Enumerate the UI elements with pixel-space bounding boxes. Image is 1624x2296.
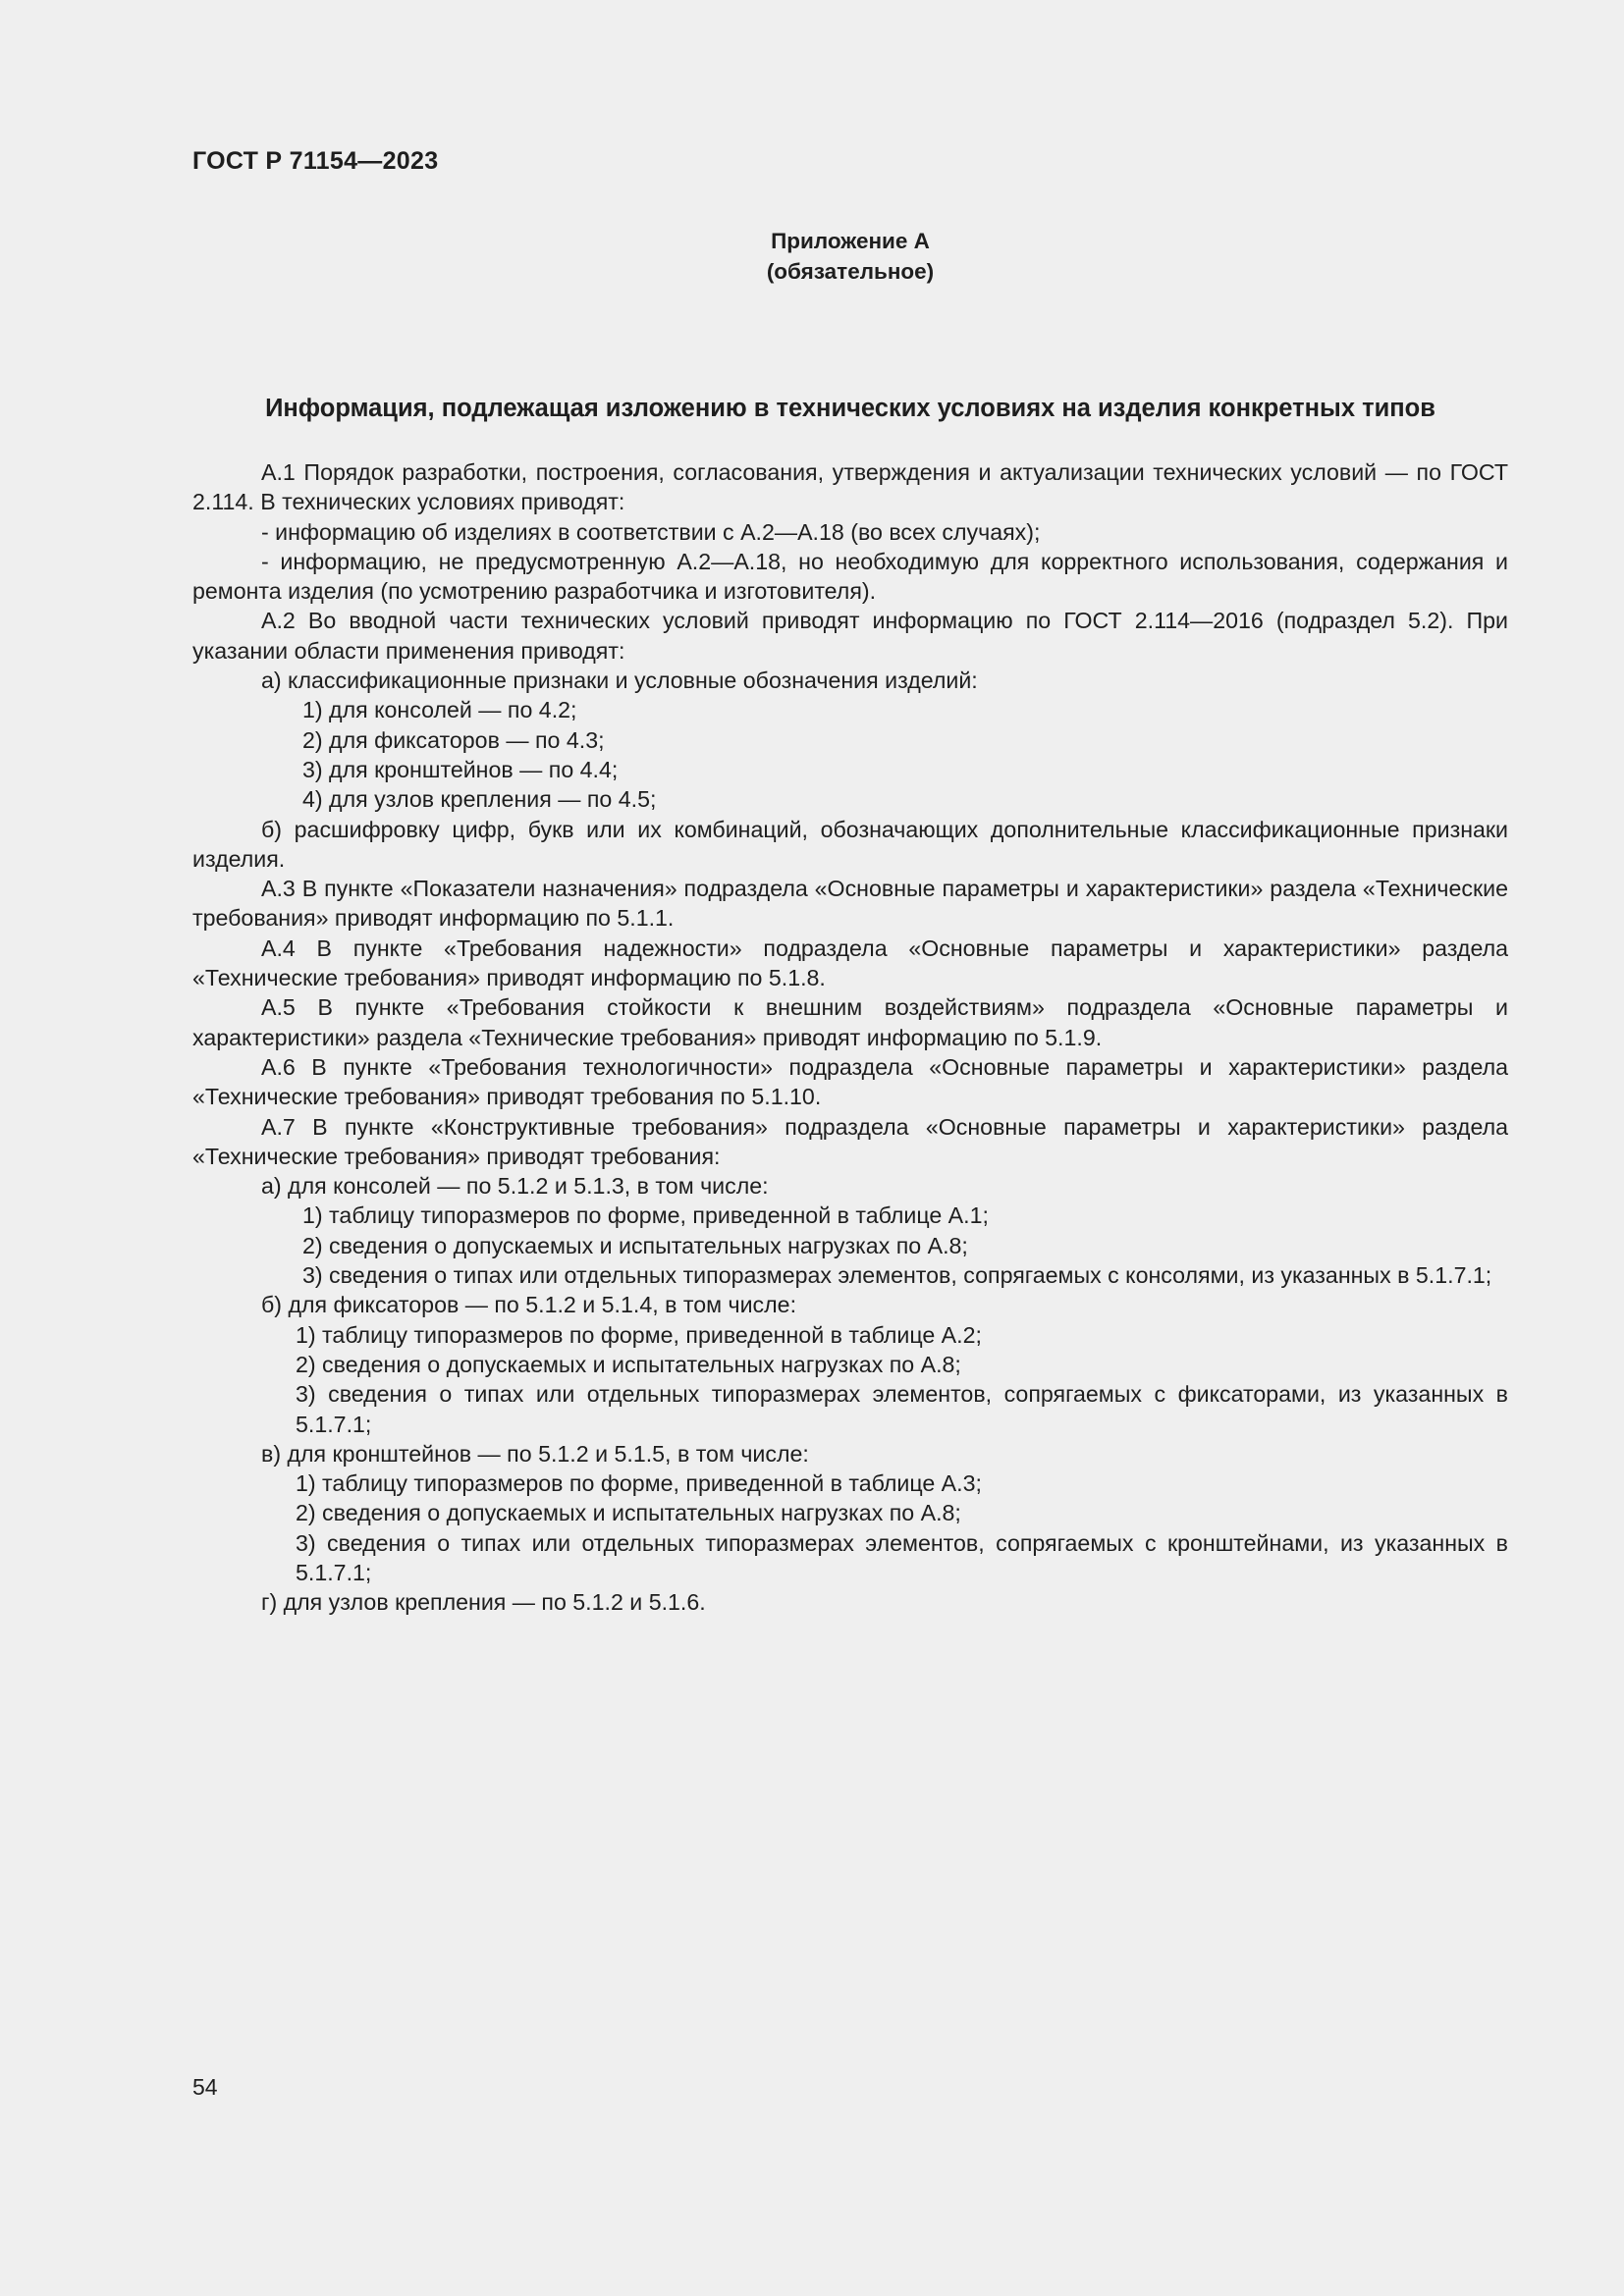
list-item: б) для фиксаторов — по 5.1.2 и 5.1.4, в том числе:	[261, 1292, 797, 1318]
list-item: а) для консолей — по 5.1.2 и 5.1.3, в том числе:	[261, 1173, 769, 1200]
section-title: Информация, подлежащая изложению в технических условиях на изделия конкретных типов	[265, 395, 1435, 422]
list-item: а) классификационные признаки и условные обозначения изделий:	[261, 667, 978, 694]
list-subitem: 2) сведения о допускаемых и испытательных нагрузках по А.8;	[296, 1500, 961, 1526]
page-number: 54	[192, 2074, 218, 2100]
list-subitem: 2) сведения о допускаемых и испытательных нагрузках по А.8;	[296, 1351, 961, 1377]
list-item-dash: - информацию об изделиях в соответствии с А.2—А.18 (во всех случаях);	[261, 518, 1041, 545]
paragraph-a2: А.2 Во вводной части технических условий приводят информацию по ГОСТ 2.114—2016 (подраздел 5.2). При указании области применения приводят:	[192, 608, 1508, 664]
list-subitem: 3) для кронштейнов — по 4.4;	[302, 756, 619, 782]
list-subitem: 3) сведения о типах или отдельных типоразмерах элементов, сопрягаемых с консолями, из указанных в 5.1.7.1;	[302, 1262, 1492, 1289]
paragraph-a1: А.1 Порядок разработки, построения, согласования, утверждения и актуализации технических условий — по ГОСТ 2.114. В технических условиях приводят:	[192, 459, 1508, 515]
list-subitem: 2) сведения о допускаемых и испытательных нагрузках по А.8;	[302, 1232, 968, 1258]
list-item: в) для кронштейнов — по 5.1.2 и 5.1.5, в том числе:	[261, 1440, 809, 1467]
appendix-title: Приложение А	[771, 229, 930, 253]
paragraph-a4: А.4 В пункте «Требования надежности» подраздела «Основные параметры и характеристики» раздела «Технические требования» приводят информацию по 5.1.8.	[192, 934, 1508, 991]
list-subitem: 3) сведения о типах или отдельных типоразмерах элементов, сопрягаемых с фиксаторами, из указанных в 5.1.7.1;	[296, 1381, 1508, 1437]
list-subitem: 1) таблицу типоразмеров по форме, приведенной в таблице А.2;	[296, 1321, 982, 1348]
list-item-dash: - информацию, не предусмотренную А.2—А.18, но необходимую для корректного использования, содержания и ремонта изделия (по усмотрению разработчика и изготовителя).	[192, 548, 1508, 605]
paragraph-a6: А.6 В пункте «Требования технологичности» подраздела «Основные параметры и характеристики» раздела «Технические требования» приводят требования по 5.1.10.	[192, 1053, 1508, 1110]
list-subitem: 1) таблицу типоразмеров по форме, приведенной в таблице А.1;	[302, 1202, 989, 1229]
list-subitem: 4) для узлов крепления — по 4.5;	[302, 786, 657, 813]
list-subitem: 2) для фиксаторов — по 4.3;	[302, 726, 605, 753]
appendix-status: (обязательное)	[766, 259, 935, 284]
list-subitem: 1) таблицу типоразмеров по форме, приведенной в таблице А.3;	[296, 1470, 982, 1497]
document-code: ГОСТ Р 71154—2023	[192, 147, 439, 175]
list-item: г) для узлов крепления — по 5.1.2 и 5.1.6.	[261, 1589, 706, 1616]
list-subitem: 3) сведения о типах или отдельных типоразмерах элементов, сопрягаемых с кронштейнами, из указанных в 5.1.7.1;	[296, 1529, 1508, 1585]
document-body	[192, 457, 1508, 1618]
list-item: б) расшифровку цифр, букв или их комбинаций, обозначающих дополнительные классификационные признаки изделия.	[192, 816, 1508, 872]
list-subitem: 1) для консолей — по 4.2;	[302, 697, 577, 723]
appendix-heading	[0, 226, 1624, 287]
paragraph-a5: А.5 В пункте «Требования стойкости к внешним воздействиям» подраздела «Основные параметры и характеристики» раздела «Технические требования» приводят информацию по 5.1.9.	[192, 994, 1508, 1050]
paragraph-a7: А.7 В пункте «Конструктивные требования» подраздела «Основные параметры и характеристики» раздела «Технические требования» приводят требования:	[192, 1113, 1508, 1169]
paragraph-a3: А.3 В пункте «Показатели назначения» подраздела «Основные параметры и характеристики» раздела «Технические требования» приводят информацию по 5.1.1.	[192, 876, 1508, 932]
